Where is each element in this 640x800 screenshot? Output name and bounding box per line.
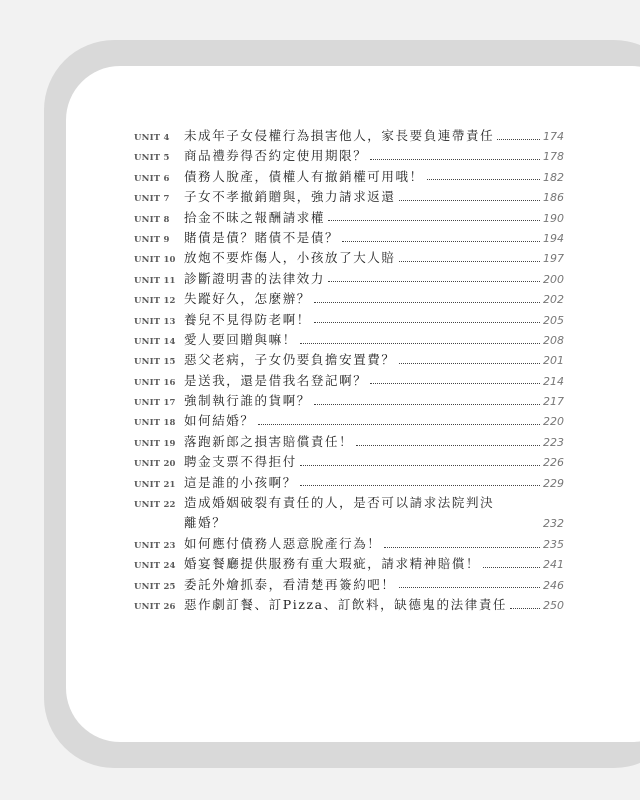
page-number: 226 xyxy=(543,456,564,470)
page-number: 217 xyxy=(543,395,564,409)
dot-leader xyxy=(497,139,540,140)
toc-entry[interactable] xyxy=(134,350,564,370)
page-number: 201 xyxy=(543,354,564,368)
unit-label: UNIT 19 xyxy=(134,438,176,449)
dot-leader xyxy=(510,608,540,609)
toc-entry[interactable] xyxy=(134,575,564,595)
entry-title: 賭債是債？賭債不是債？ xyxy=(184,229,340,245)
toc-entry[interactable] xyxy=(134,269,564,289)
entry-title: 落跑新郎之損害賠償責任！ xyxy=(184,433,354,449)
unit-label: UNIT 26 xyxy=(134,601,176,612)
toc-entry-continuation[interactable] xyxy=(134,513,564,533)
unit-label: UNIT 4 xyxy=(134,133,170,143)
dot-leader xyxy=(399,363,540,364)
unit-label: UNIT 6 xyxy=(134,173,170,184)
unit-label: UNIT 5 xyxy=(134,153,170,164)
toc-entry[interactable] xyxy=(134,473,564,493)
toc-entry[interactable] xyxy=(134,228,564,248)
toc-entry[interactable] xyxy=(134,167,564,187)
page-number: 214 xyxy=(543,374,564,388)
entry-title: 失蹤好久，怎麼辦？ xyxy=(184,291,311,307)
dot-leader xyxy=(258,424,540,425)
page-number: 235 xyxy=(543,537,564,551)
unit-label: UNIT 13 xyxy=(134,316,176,327)
dot-leader xyxy=(399,261,540,262)
dot-leader xyxy=(328,220,540,221)
page-number: 232 xyxy=(543,517,564,531)
page-number: 202 xyxy=(543,293,564,307)
unit-label: UNIT 17 xyxy=(134,398,176,409)
toc-entry[interactable] xyxy=(134,187,564,207)
dot-leader xyxy=(342,241,540,242)
entry-title: 放炮不要炸傷人，小孩放了大人賠 xyxy=(184,250,396,266)
page-number: 182 xyxy=(543,170,564,184)
entry-title: 債務人脫產，債權人有撤銷權可用哦！ xyxy=(184,168,424,184)
unit-label: UNIT 12 xyxy=(134,296,176,307)
toc-entry[interactable] xyxy=(134,595,564,615)
entry-title: 惡作劇訂餐、訂Pizza、訂飲料，缺德鬼的法律責任 xyxy=(184,596,508,612)
unit-label: UNIT 18 xyxy=(134,418,176,429)
dot-leader xyxy=(483,567,540,568)
toc-entry[interactable] xyxy=(134,534,564,554)
dot-leader xyxy=(328,281,540,282)
unit-label: UNIT 21 xyxy=(134,479,176,490)
entry-title: 造成婚姻破裂有責任的人，是否可以請求法院判決 xyxy=(184,495,495,511)
toc-entry[interactable] xyxy=(134,493,564,513)
toc-entry[interactable] xyxy=(134,411,564,431)
dot-leader xyxy=(370,383,540,384)
unit-label: UNIT 22 xyxy=(134,500,176,511)
page-number: 197 xyxy=(543,252,564,266)
page-number: 241 xyxy=(543,558,564,572)
toc-entry[interactable] xyxy=(134,126,564,146)
entry-title: 強制執行誰的貨啊？ xyxy=(184,393,311,409)
entry-title: 愛人要回贈與嘛！ xyxy=(184,331,297,347)
page-number: 200 xyxy=(543,272,564,286)
toc-entry[interactable] xyxy=(134,330,564,350)
entry-title: 子女不孝撤銷贈與，強力請求返還 xyxy=(184,189,396,205)
page-number: 190 xyxy=(543,211,564,225)
dot-leader xyxy=(370,159,540,160)
entry-title: 如何結婚？ xyxy=(184,413,255,429)
page-number: 205 xyxy=(543,313,564,327)
dot-leader xyxy=(300,465,540,466)
entry-title: 聘金支票不得拒付 xyxy=(184,454,297,470)
toc-entry[interactable] xyxy=(134,452,564,472)
unit-label: UNIT 7 xyxy=(134,194,170,205)
toc-entry[interactable] xyxy=(134,391,564,411)
entry-title: 委託外燴抓泰，看清楚再簽約吧！ xyxy=(184,576,396,592)
page-number: 178 xyxy=(543,150,564,164)
page-number: 194 xyxy=(543,231,564,245)
table-of-contents xyxy=(134,126,564,615)
unit-label: UNIT 20 xyxy=(134,459,176,470)
unit-label: UNIT 9 xyxy=(134,234,170,245)
entry-title: 這是誰的小孩啊？ xyxy=(184,474,297,490)
entry-title: 婚宴餐廳提供服務有重大瑕疵，請求精神賠償！ xyxy=(184,556,481,572)
dot-leader xyxy=(314,404,540,405)
toc-entry[interactable] xyxy=(134,554,564,574)
unit-label: UNIT 24 xyxy=(134,561,176,572)
dot-leader xyxy=(314,302,540,303)
toc-entry[interactable] xyxy=(134,310,564,330)
entry-title: 養兒不見得防老啊！ xyxy=(184,311,311,327)
entry-title: 惡父老病，子女仍要負擔安置費？ xyxy=(184,352,396,368)
unit-label: UNIT 8 xyxy=(134,214,170,225)
toc-entry[interactable] xyxy=(134,289,564,309)
toc-entry[interactable] xyxy=(134,248,564,268)
unit-label: UNIT 23 xyxy=(134,540,176,551)
dot-leader xyxy=(399,587,540,588)
dot-leader xyxy=(384,547,540,548)
unit-label: UNIT 25 xyxy=(134,581,176,592)
unit-label: UNIT 16 xyxy=(134,377,176,388)
entry-title: 未成年子女侵權行為損害他人，家長要負連帶責任 xyxy=(184,128,495,143)
dot-leader xyxy=(399,200,540,201)
entry-title-continued: 離婚？ xyxy=(184,515,227,531)
page-number: 223 xyxy=(543,435,564,449)
entry-title: 商品禮券得否約定使用期限？ xyxy=(184,148,368,164)
toc-entry[interactable] xyxy=(134,208,564,228)
page-number: 229 xyxy=(543,476,564,490)
page-number: 186 xyxy=(543,191,564,205)
dot-leader xyxy=(427,179,540,180)
unit-label: UNIT 10 xyxy=(134,255,176,266)
page-number: 174 xyxy=(543,130,564,143)
unit-label: UNIT 14 xyxy=(134,336,176,347)
page-number: 246 xyxy=(543,578,564,592)
dot-leader xyxy=(300,343,540,344)
toc-entry[interactable] xyxy=(134,146,564,166)
entry-title: 拾金不昧之報酬請求權 xyxy=(184,209,326,225)
page-number: 220 xyxy=(543,415,564,429)
page-number: 208 xyxy=(543,333,564,347)
toc-entry[interactable] xyxy=(134,371,564,391)
entry-title: 如何應付債務人惡意脫產行為！ xyxy=(184,535,382,551)
unit-label: UNIT 11 xyxy=(134,275,176,286)
dot-leader xyxy=(300,485,540,486)
toc-entry[interactable] xyxy=(134,432,564,452)
entry-title: 診斷證明書的法律效力 xyxy=(184,270,326,286)
unit-label: UNIT 15 xyxy=(134,357,176,368)
dot-leader xyxy=(314,322,540,323)
page-number: 250 xyxy=(543,598,564,612)
dot-leader xyxy=(356,445,540,446)
entry-title: 是送我，還是借我名登記啊？ xyxy=(184,372,368,388)
